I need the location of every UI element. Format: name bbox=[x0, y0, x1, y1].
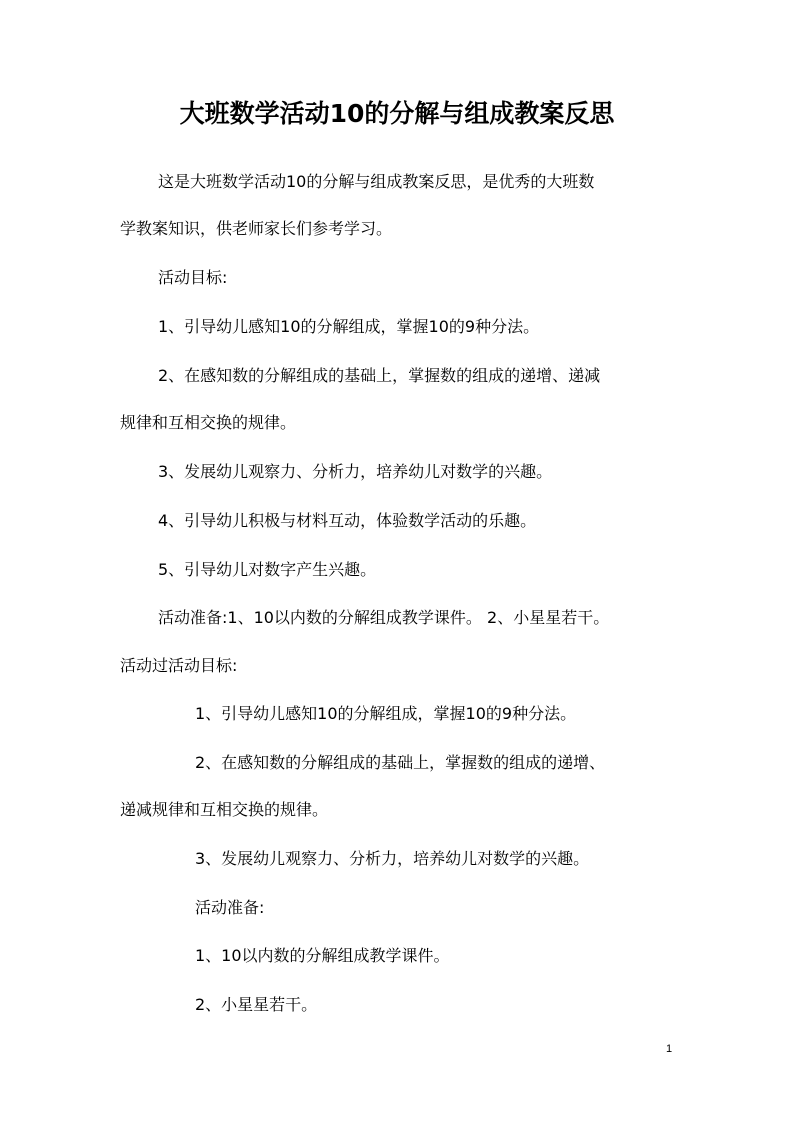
paragraph-line: 3、发展幼儿观察力、分析力，培养幼儿对数学的兴趣。 bbox=[195, 849, 590, 868]
paragraph-line: 3、发展幼儿观察力、分析力，培养幼儿对数学的兴趣。 bbox=[158, 462, 553, 481]
paragraph-line: 2、在感知数的分解组成的基础上，掌握数的组成的递增、递减 bbox=[158, 366, 601, 385]
paragraph-line: 1、引导幼儿感知10的分解组成，掌握10的9种分法。 bbox=[158, 317, 540, 336]
paragraph-line: 1、10以内数的分解组成教学课件。 bbox=[195, 946, 450, 965]
paragraph-line: 规律和互相交换的规律。 bbox=[120, 413, 297, 432]
paragraph-line: 活动目标: bbox=[158, 268, 228, 287]
paragraph-line: 2、在感知数的分解组成的基础上，掌握数的组成的递增、 bbox=[195, 753, 606, 772]
paragraph-line: 递减规律和互相交换的规律。 bbox=[120, 800, 329, 819]
page-number: 1 bbox=[666, 1043, 673, 1055]
paragraph-line: 活动准备:1、10以内数的分解组成教学课件。 2、小星星若干。 bbox=[158, 608, 610, 627]
paragraph-line: 活动过活动目标: bbox=[120, 656, 238, 675]
paragraph-line: 2、小星星若干。 bbox=[195, 995, 318, 1014]
paragraph-line: 活动准备: bbox=[195, 898, 265, 917]
document-title: 大班数学活动10的分解与组成教案反思 bbox=[179, 99, 615, 128]
paragraph-line: 5、引导幼儿对数字产生兴趣。 bbox=[158, 560, 377, 579]
paragraph-line: 学教案知识，供老师家长们参考学习。 bbox=[120, 219, 393, 238]
paragraph-line: 这是大班数学活动10的分解与组成教案反思，是优秀的大班数 bbox=[158, 172, 595, 191]
paragraph-line: 4、引导幼儿积极与材料互动，体验数学活动的乐趣。 bbox=[158, 511, 537, 530]
paragraph-line: 1、引导幼儿感知10的分解组成，掌握10的9种分法。 bbox=[195, 704, 577, 723]
